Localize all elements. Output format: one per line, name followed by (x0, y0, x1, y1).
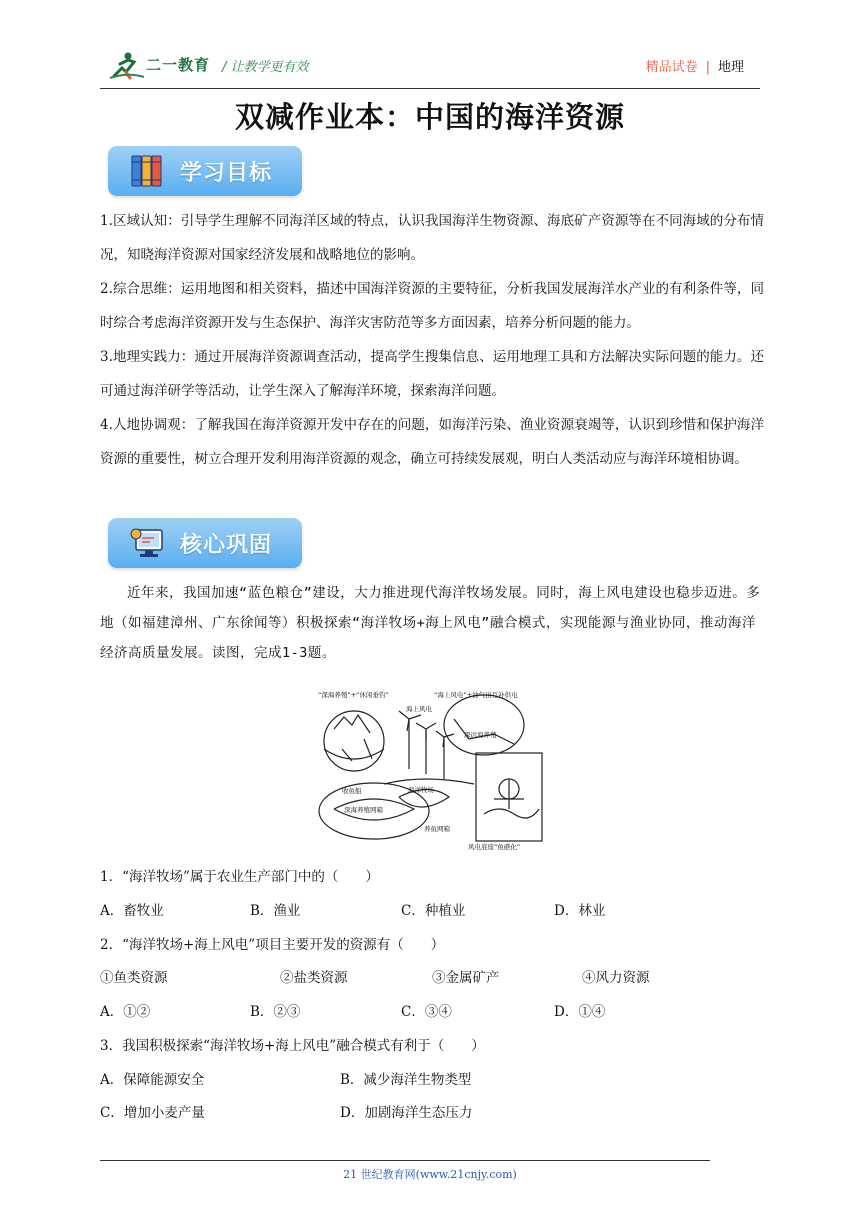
question-stem: 3．我国积极探索“海洋牧场+海上风电”融合模式有利于（ ） (100, 1038, 485, 1054)
intro-paragraph: 近年来，我国加速“蓝色粮仓”建设，大力推进现代海洋牧场发展。同时，海上风电建设也稳步迈进。多地（如福建漳州、广东徐闻等）积极探索“海洋牧场+海上风电”融合模式，实现能源与渔业协同，推动海洋经济高质量发展。读图，完成1-3题。 (100, 585, 761, 661)
goal-item: 3.地理实践力：通过开展海洋资源调查活动，提高学生搜集信息、运用地理工具和方法解决实际问题的能力。还可通过海洋研学等活动，让学生深入了解海洋环境，探索海洋问题。 (100, 349, 764, 399)
footer-rule (100, 1160, 710, 1161)
goal-item: 1.区域认知：引导学生理解不同海洋区域的特点，认识我国海洋生物资源、海底矿产资源等在不同海域的分布情况，知晓海洋资源对国家经济发展和战略地位的影响。 (100, 213, 764, 263)
goal-item: 4.人地协调观：了解我国在海洋资源开发中存在的问题，如海洋污染、渔业资源衰竭等，认识到珍惜和保护海洋资源的重要性，树立合理开发利用海洋资源的观念，确立可持续发展观，明白人类活动应与海洋环境相协调。 (100, 417, 764, 467)
ocean-ranch-illustration (314, 689, 546, 851)
books-icon (128, 152, 168, 190)
option[interactable]: D．林业 (554, 903, 606, 919)
fig-label: 海上风电 (406, 705, 432, 713)
option[interactable]: C．种植业 (401, 903, 466, 919)
divider: | (705, 60, 710, 75)
fig-label: 收鱼船 (342, 787, 362, 795)
goal-item: 2.综合思维：运用地图和相关资料，描述中国海洋资源的主要特征，分析我国发展海洋水产业的有利条件等，同时综合考虑海洋资源开发与生态保护、海洋灾害防范等多方面因素，培养分析问题的能力。 (100, 281, 764, 331)
choice: ④风力资源 (582, 970, 650, 986)
fig-label: “深海养殖”+“休闲垂钓” (318, 691, 389, 699)
option[interactable]: C．③④ (401, 1004, 452, 1020)
fig-label: 深海养殖网箱 (344, 806, 383, 814)
page-title: 双减作业本：中国的海洋资源 (234, 100, 625, 134)
fig-label: 深远海养殖 (464, 731, 497, 739)
section-label: 学习目标 (180, 161, 273, 186)
choice: ③金属矿产 (432, 970, 500, 986)
question-stem: 1．“海洋牧场”属于农业生产部门中的（ ） (100, 869, 379, 885)
choice: ②盐类资源 (280, 970, 348, 986)
option[interactable]: A．①② (100, 1004, 151, 1020)
fig-label: 海洋牧场 (408, 786, 434, 794)
header-right (646, 56, 744, 75)
choice: ①鱼类资源 (100, 970, 168, 986)
computer-icon (128, 524, 168, 562)
option[interactable]: B．减少海洋生物类型 (340, 1072, 472, 1088)
question-options (100, 899, 764, 919)
footer-text[interactable]: 21 世纪教育网(www.21cnjy.com) (343, 1168, 517, 1181)
slogan: / 让教学更有效 (222, 60, 309, 75)
option[interactable]: A．保障能源安全 (100, 1072, 205, 1088)
fig-label: 养鱼网箱 (424, 825, 450, 833)
option[interactable]: C．增加小麦产量 (100, 1105, 205, 1121)
option[interactable]: B．②③ (250, 1004, 301, 1020)
question-options (100, 1000, 764, 1020)
logo-text: 二一教育 (146, 56, 211, 74)
subject-label: 地理 (717, 60, 744, 75)
section-banner-goals (108, 146, 302, 196)
option[interactable]: B．渔业 (250, 903, 301, 919)
question-options (100, 1101, 764, 1121)
header-rule (100, 88, 760, 89)
question-choices (100, 966, 764, 986)
fig-label: “海上风电”+油气田互补供电 (434, 691, 518, 699)
section-label: 核心巩固 (180, 533, 273, 558)
option[interactable]: D．①④ (554, 1004, 606, 1020)
question-options (100, 1068, 764, 1088)
section-banner-core (108, 518, 302, 568)
brand-label: 精品试卷 (645, 60, 698, 75)
fig-label: 风电底座“鱼礁化” (468, 843, 521, 851)
question-stem: 2．“海洋牧场+海上风电”项目主要开发的资源有（ ） (100, 937, 445, 953)
option[interactable]: D．加剧海洋生态压力 (340, 1105, 473, 1121)
option[interactable]: A．畜牧业 (100, 903, 164, 919)
